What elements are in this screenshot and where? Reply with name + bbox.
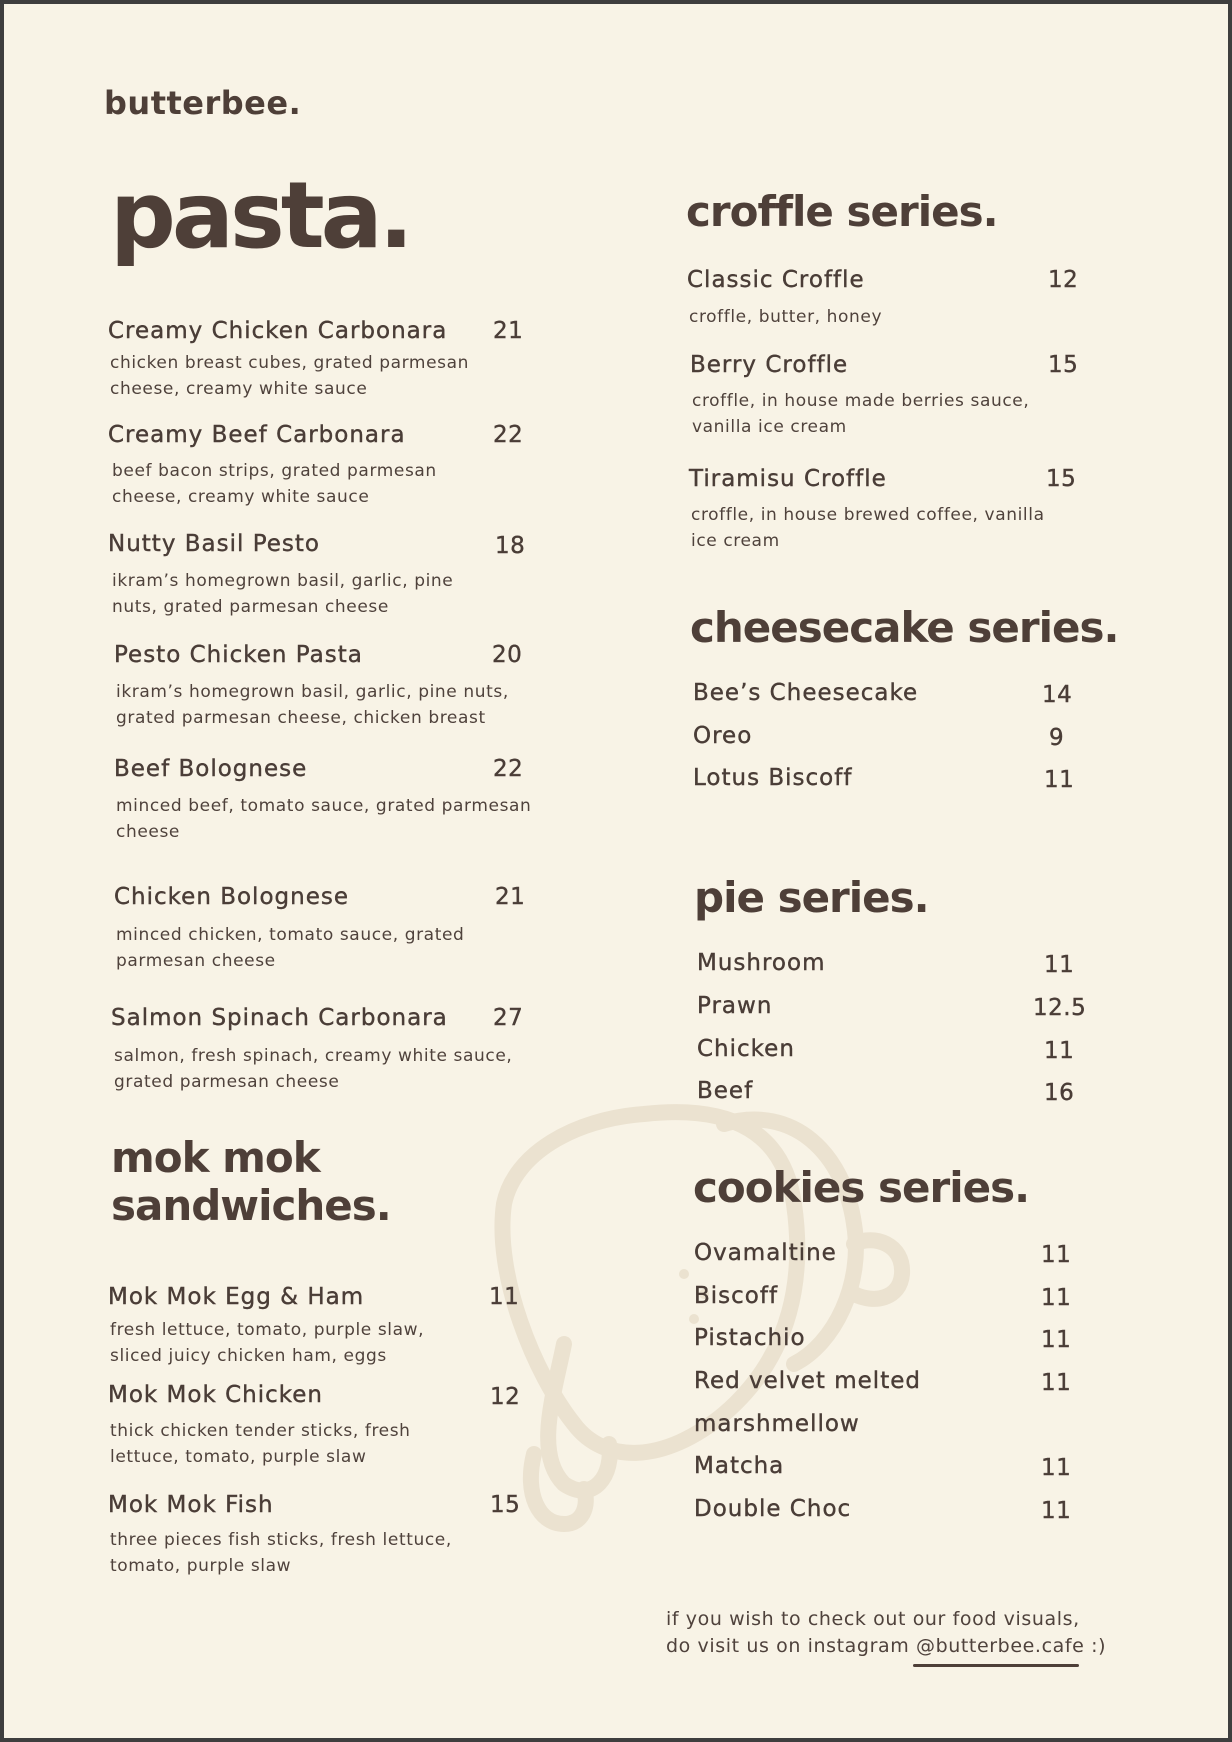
cookie-item-name: Red velvet melted (694, 1368, 921, 1394)
croffle-item-desc: croffle, in house brewed coffee, vanilla ice cream (691, 505, 1045, 551)
sandwich-item-name: Mok Mok Chicken (108, 1382, 323, 1408)
cookie-item-name: Matcha (694, 1453, 785, 1479)
pie-item-name: Prawn (697, 993, 773, 1019)
pie-item-price: 11 (1044, 1038, 1075, 1064)
pie-section-title: pie series. (694, 873, 929, 922)
pasta-item-name: Creamy Chicken Carbonara (108, 318, 448, 344)
handle-underline (913, 1664, 1079, 1667)
sandwich-item-price: 15 (490, 1492, 521, 1518)
croffle-item-desc: croffle, butter, honey (689, 307, 883, 327)
croffle-section-title: croffle series. (686, 187, 998, 236)
croffle-item-price: 15 (1046, 466, 1077, 492)
pasta-item-price: 27 (493, 1005, 524, 1031)
sandwich-item-desc: three pieces fish sticks, fresh lettuce, tomato, purple slaw (110, 1530, 452, 1576)
pasta-item-desc: ikram’s homegrown basil, garlic, pine nuts, grated parmesan cheese (112, 571, 454, 617)
pasta-item-price: 20 (492, 642, 523, 668)
cookie-item-name: Ovamaltine (694, 1240, 837, 1266)
croffle-item-price: 15 (1048, 352, 1079, 378)
sandwich-item-name: Mok Mok Egg & Ham (108, 1284, 365, 1310)
pie-item-price: 11 (1044, 952, 1075, 978)
cookies-section-title: cookies series. (693, 1163, 1030, 1212)
cheesecake-item-price: 11 (1044, 767, 1075, 793)
cheesecake-section-title: cheesecake series. (690, 603, 1119, 652)
pie-item-price: 16 (1044, 1080, 1075, 1106)
pasta-item-desc: chicken breast cubes, grated parmesan cheese, creamy white sauce (110, 353, 469, 399)
pasta-item-name: Nutty Basil Pesto (108, 531, 320, 557)
pasta-item-name: Chicken Bolognese (114, 884, 349, 910)
instagram-handle-link[interactable]: @butterbee.cafe (915, 1635, 1085, 1657)
pie-item-name: Mushroom (697, 950, 826, 976)
cookie-item-price: 11 (1041, 1285, 1072, 1311)
pasta-item-desc: minced chicken, tomato sauce, grated parmesan cheese (116, 925, 465, 971)
pie-item-name: Chicken (697, 1036, 795, 1062)
cheesecake-item-price: 9 (1049, 725, 1065, 751)
croffle-item-price: 12 (1048, 267, 1079, 293)
cookie-item-price: 11 (1041, 1370, 1072, 1396)
pasta-item-desc: beef bacon strips, grated parmesan cheese, creamy white sauce (112, 461, 437, 507)
sandwich-item-price: 11 (489, 1284, 520, 1310)
pasta-item-name: Creamy Beef Carbonara (108, 422, 406, 448)
sandwich-item-desc: thick chicken tender sticks, fresh lettuce, tomato, purple slaw (110, 1421, 411, 1467)
cookie-item-price: 11 (1041, 1327, 1072, 1353)
croffle-item-name: Berry Croffle (690, 352, 849, 378)
cookie-item-price: 11 (1041, 1242, 1072, 1268)
croffle-item-desc: croffle, in house made berries sauce, vanilla ice cream (692, 391, 1030, 437)
sandwiches-section-title: mok mok sandwiches. (111, 1133, 391, 1231)
cookie-item-name: Pistachio (694, 1325, 806, 1351)
footer-note: if you wish to check out our food visuals, do visit us on instagram @butterbee.cafe :) (666, 1608, 1107, 1657)
cookie-item-name: Biscoff (694, 1283, 779, 1309)
pasta-item-price: 22 (493, 756, 524, 782)
pasta-item-name: Salmon Spinach Carbonara (111, 1005, 448, 1031)
pasta-item-price: 18 (495, 533, 526, 559)
pasta-item-price: 21 (495, 884, 526, 910)
cookie-item-name: marshmellow (694, 1411, 860, 1437)
cookie-item-price: 11 (1041, 1498, 1072, 1524)
pasta-item-name: Pesto Chicken Pasta (114, 642, 363, 668)
sandwich-item-price: 12 (490, 1384, 521, 1410)
cookie-item-price: 11 (1041, 1455, 1072, 1481)
cheesecake-item-name: Oreo (693, 723, 753, 749)
pasta-item-name: Beef Bolognese (114, 756, 308, 782)
brand-logo: butterbee. (104, 84, 302, 122)
pasta-item-desc: minced beef, tomato sauce, grated parmesan cheese (116, 796, 532, 842)
pasta-item-desc: salmon, fresh spinach, creamy white sauce, grated parmesan cheese (114, 1046, 513, 1092)
pasta-item-price: 22 (493, 422, 524, 448)
sandwich-item-desc: fresh lettuce, tomato, purple slaw, sliced juicy chicken ham, eggs (110, 1320, 425, 1366)
sandwich-item-name: Mok Mok Fish (108, 1492, 274, 1518)
cookie-item-name: Double Choc (694, 1496, 852, 1522)
pie-item-name: Beef (697, 1078, 754, 1104)
croffle-item-name: Tiramisu Croffle (689, 466, 887, 492)
pasta-item-desc: ikram’s homegrown basil, garlic, pine nuts, grated parmesan cheese, chicken breast (116, 682, 509, 728)
pasta-section-title: pasta. (110, 162, 410, 269)
cheesecake-item-name: Bee’s Cheesecake (693, 680, 919, 706)
cheesecake-item-price: 14 (1042, 682, 1073, 708)
pie-item-price: 12.5 (1033, 995, 1087, 1021)
cheesecake-item-name: Lotus Biscoff (693, 765, 853, 791)
pasta-item-price: 21 (493, 318, 524, 344)
croffle-item-name: Classic Croffle (687, 267, 865, 293)
